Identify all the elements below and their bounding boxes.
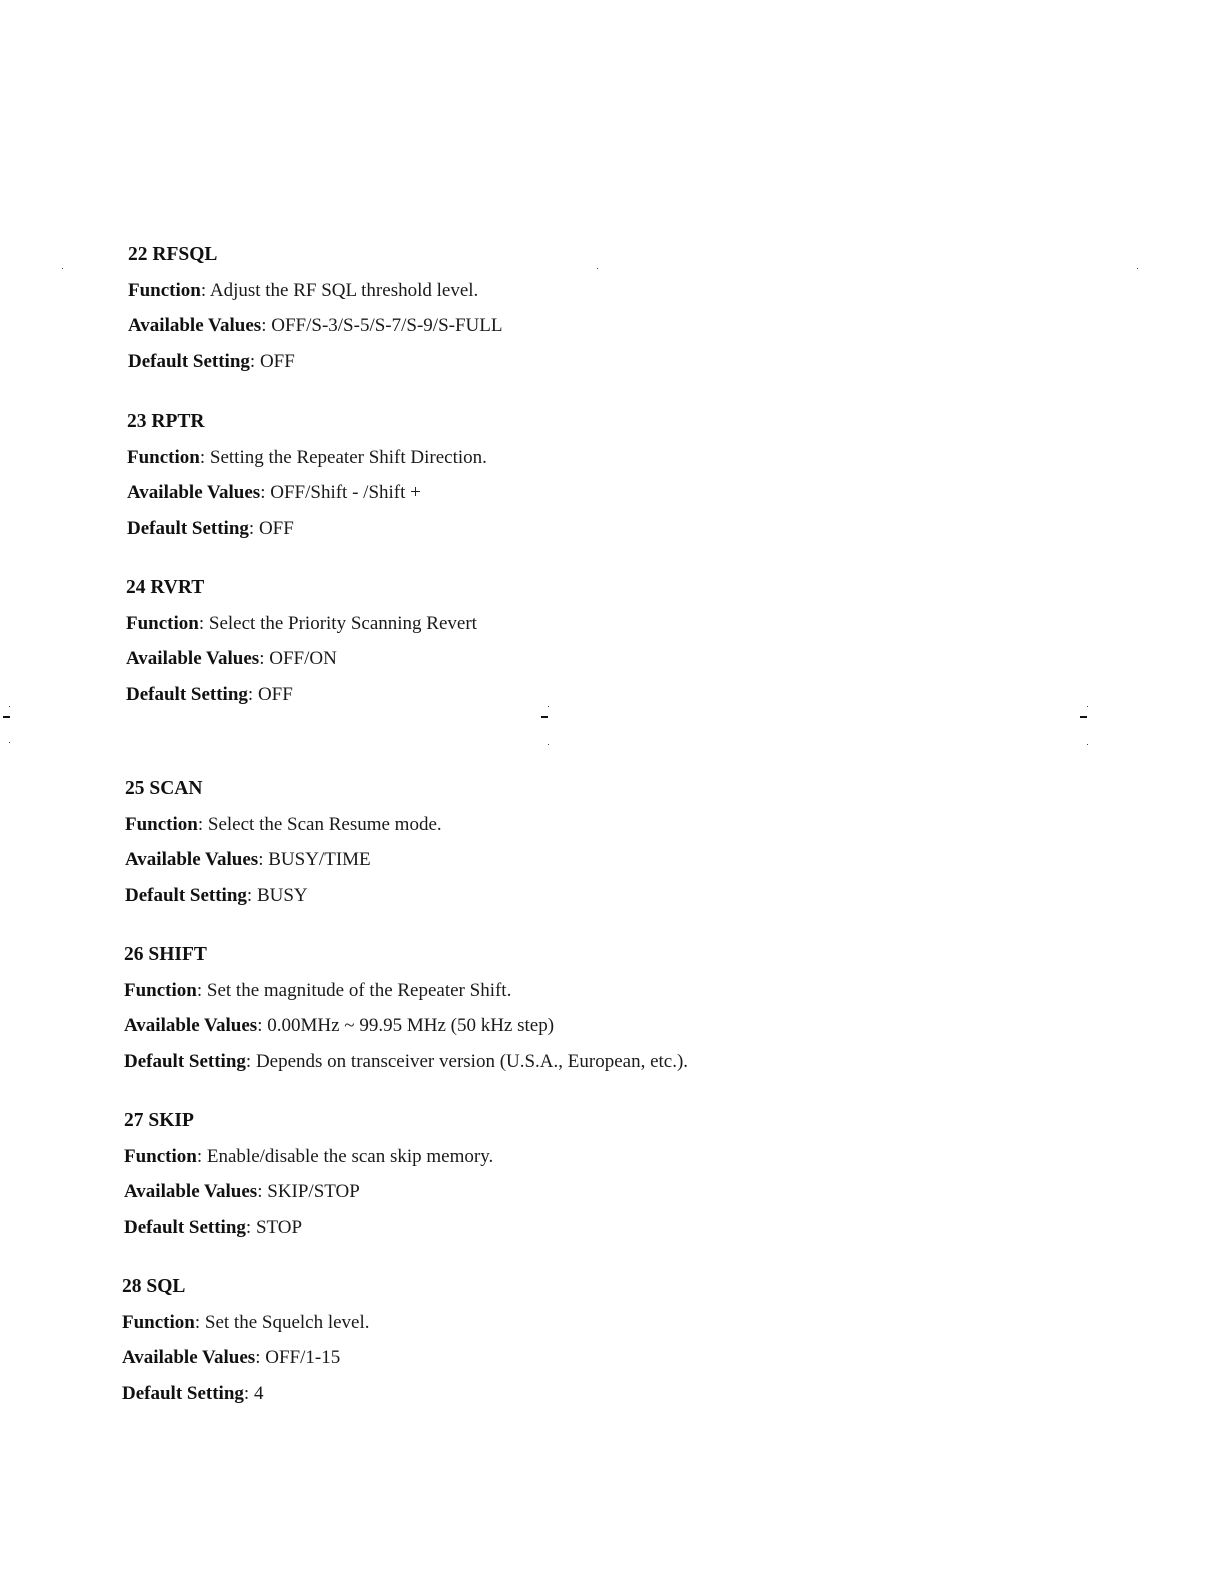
function-text: Adjust the RF SQL threshold level. (209, 279, 479, 301)
available-values-line: Available Values: 0.00MHz ~ 99.95 MHz (50 kHz step) (124, 1015, 555, 1036)
scan-speck (1087, 744, 1088, 745)
function-text: Setting the Repeater Shift Direction. (209, 446, 487, 468)
function-text: Select the Priority Scanning Revert (208, 612, 477, 634)
scan-speck (548, 706, 549, 707)
default-setting-label: Default Setting (122, 1382, 244, 1404)
default-setting-line: Default Setting: OFF (127, 517, 294, 539)
fold-tick-mark (541, 716, 548, 718)
setting-title: 24 RVRT (126, 577, 205, 598)
function-text: Select the Scan Resume mode. (207, 813, 442, 835)
available-values-line: Available Values: OFF/S-3/S-5/S-7/S-9/S-FULL (128, 315, 503, 336)
default-setting-text: OFF (258, 517, 294, 539)
setting-27-skip (124, 1103, 1024, 1245)
available-values-line: Available Values: BUSY/TIME (125, 849, 371, 870)
function-line: Function: Enable/disable the scan skip memory. (124, 1145, 494, 1167)
scan-speck (548, 744, 549, 745)
available-values-label: Available Values (124, 1015, 258, 1036)
scan-speck (62, 268, 63, 269)
function-line: Function: Setting the Repeater Shift Direction. (127, 446, 487, 468)
default-setting-line: Default Setting: STOP (124, 1216, 303, 1238)
available-values-text: SKIP/STOP (267, 1181, 360, 1202)
scan-speck (1137, 268, 1138, 269)
default-setting-line: Default Setting: Depends on transceiver version (U.S.A., European, etc.). (124, 1050, 689, 1072)
available-values-label: Available Values (124, 1181, 258, 1202)
default-setting-text: 4 (253, 1382, 264, 1404)
default-setting-line: Default Setting: 4 (122, 1382, 264, 1404)
available-values-text: OFF/S-3/S-5/S-7/S-9/S-FULL (271, 315, 503, 336)
setting-title: 27 SKIP (124, 1110, 194, 1131)
setting-28-sql (122, 1269, 1022, 1411)
function-label: Function (125, 813, 198, 835)
setting-title: 28 SQL (122, 1276, 186, 1297)
function-line: Function: Select the Priority Scanning Revert (126, 612, 477, 634)
function-label: Function (122, 1311, 195, 1333)
setting-title: 23 RPTR (127, 411, 205, 432)
default-setting-label: Default Setting (127, 517, 249, 539)
function-label: Function (126, 612, 199, 634)
setting-title: 26 SHIFT (124, 944, 207, 965)
scan-speck (1087, 706, 1088, 707)
setting-title: 22 RFSQL (128, 244, 218, 265)
function-text: Set the Squelch level. (204, 1311, 370, 1333)
default-setting-text: BUSY (256, 884, 308, 906)
setting-24-rvrt (126, 570, 1026, 712)
scan-speck (9, 706, 10, 707)
available-values-label: Available Values (125, 849, 259, 870)
default-setting-line: Default Setting: OFF (126, 683, 293, 705)
function-label: Function (127, 446, 200, 468)
default-setting-text: OFF (257, 683, 293, 705)
default-setting-text: STOP (255, 1216, 303, 1238)
available-values-text: OFF/1-15 (265, 1347, 341, 1368)
available-values-text: OFF/Shift - /Shift + (270, 482, 421, 503)
default-setting-line: Default Setting: OFF (128, 350, 295, 372)
available-values-text: OFF/ON (269, 648, 337, 669)
default-setting-label: Default Setting (128, 350, 250, 372)
available-values-label: Available Values (126, 648, 260, 669)
setting-26-shift (124, 937, 1024, 1079)
available-values-label: Available Values (127, 482, 261, 503)
available-values-line: Available Values: OFF/1-15 (122, 1347, 341, 1368)
function-line: Function: Set the Squelch level. (122, 1311, 370, 1333)
fold-tick-mark (1080, 716, 1087, 718)
setting-23-rptr (127, 404, 1027, 546)
available-values-label: Available Values (122, 1347, 256, 1368)
available-values-label: Available Values (128, 315, 262, 336)
function-label: Function (128, 279, 201, 301)
function-label: Function (124, 979, 197, 1001)
default-setting-label: Default Setting (125, 884, 247, 906)
default-setting-label: Default Setting (126, 683, 248, 705)
function-line: Function: Set the magnitude of the Repeater Shift. (124, 979, 512, 1001)
setting-title: 25 SCAN (125, 778, 203, 799)
available-values-line: Available Values: OFF/ON (126, 648, 337, 669)
function-text: Enable/disable the scan skip memory. (206, 1145, 494, 1167)
default-setting-label: Default Setting (124, 1216, 246, 1238)
available-values-text: 0.00MHz ~ 99.95 MHz (50 kHz step) (267, 1015, 555, 1036)
setting-22-rfsql (128, 237, 1028, 379)
scan-speck (9, 742, 10, 743)
function-line: Function: Adjust the RF SQL threshold level. (128, 279, 479, 301)
function-label: Function (124, 1145, 197, 1167)
scan-speck (597, 268, 598, 269)
function-line: Function: Select the Scan Resume mode. (125, 813, 442, 835)
available-values-line: Available Values: SKIP/STOP (124, 1181, 360, 1202)
fold-tick-mark (3, 716, 10, 718)
available-values-text: BUSY/TIME (268, 849, 371, 870)
available-values-line: Available Values: OFF/Shift - /Shift + (127, 482, 421, 503)
default-setting-text: Depends on transceiver version (U.S.A., European, etc.). (255, 1050, 689, 1072)
function-text: Set the magnitude of the Repeater Shift. (206, 979, 512, 1001)
default-setting-line: Default Setting: BUSY (125, 884, 308, 906)
default-setting-text: OFF (259, 350, 295, 372)
default-setting-label: Default Setting (124, 1050, 246, 1072)
setting-25-scan (125, 771, 1025, 913)
